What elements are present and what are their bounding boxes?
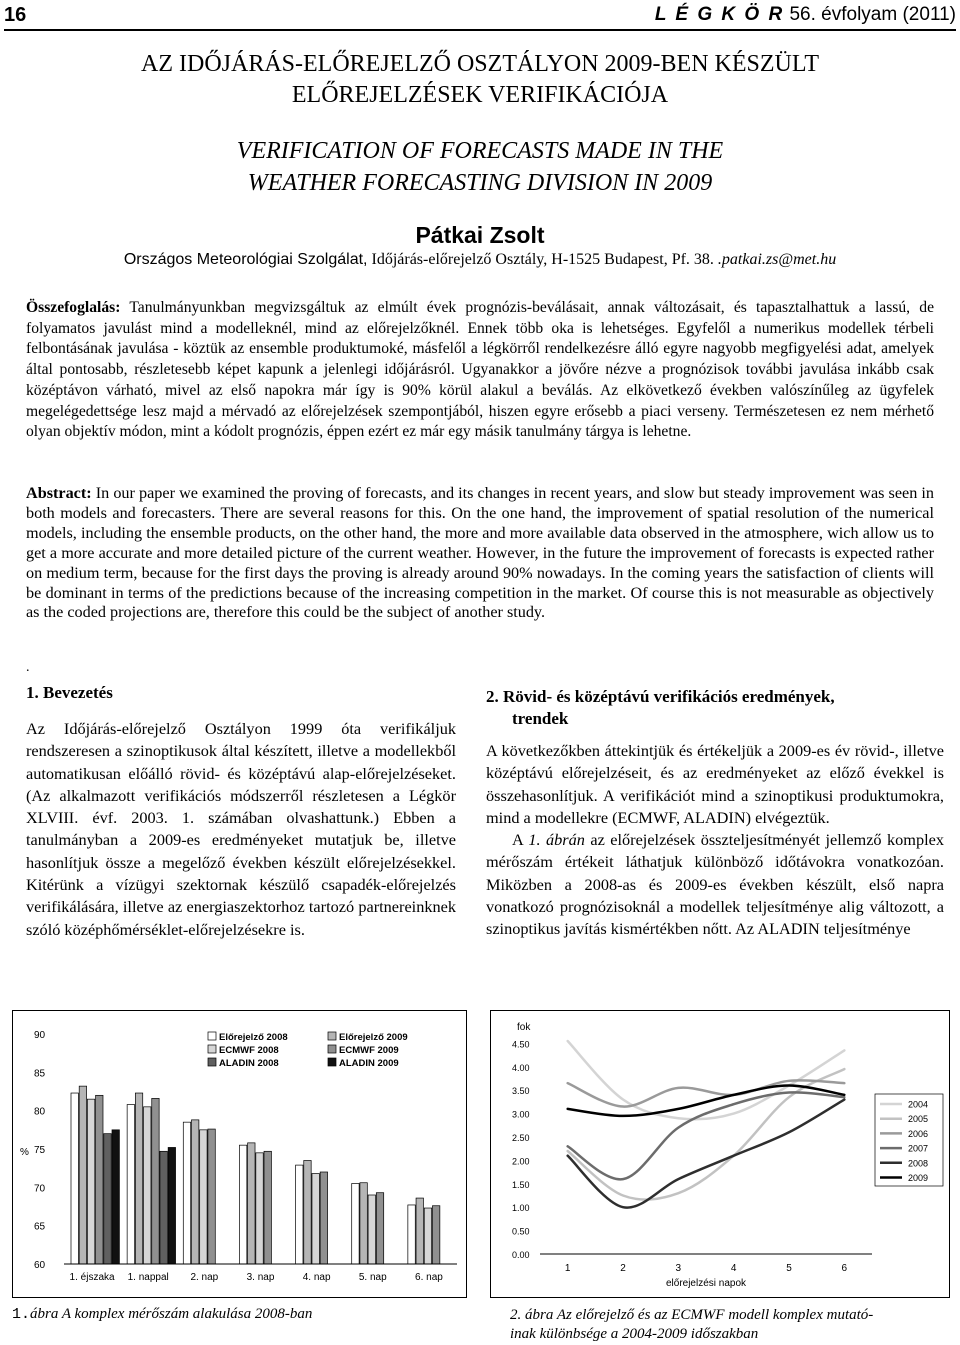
x-tick-label: 1. nappal [127,1272,169,1283]
bar [183,1122,190,1264]
figure-1-bar-chart [12,1010,467,1298]
bar [432,1206,439,1264]
legend-label: 2007 [908,1143,929,1154]
bar [152,1098,159,1264]
bar [296,1165,303,1264]
figure-2-caption-line1: 2. ábra Az előrejelző és az ECMWF modell komplex mutató- [510,1307,874,1323]
x-tick-label: 5. nap [358,1272,387,1283]
abstract-en-label: Abstract: [26,484,92,502]
y-tick-label: 4.50 [512,1039,530,1050]
bar [239,1145,246,1264]
x-tick-label: 1 [564,1263,571,1274]
x-tick-label: 6. nap [415,1272,443,1283]
y-tick-label: 1.50 [512,1179,530,1190]
bar [160,1151,167,1264]
bar [264,1151,271,1264]
bar [127,1105,134,1264]
y-tick-label: 2.00 [512,1156,530,1167]
bar [200,1130,207,1264]
bar [208,1129,215,1264]
author-name: Pátkai Zsolt [415,222,545,248]
y-tick-label: 75 [34,1145,46,1156]
section-2-heading-line1: 2. Rövid- és középtávú verifikációs eredmények, [486,687,835,706]
bar [144,1107,151,1264]
section-2-heading-line2: trendek [512,709,569,728]
title-english [30,135,930,199]
title-hungarian [30,49,930,111]
bar [96,1095,103,1264]
y-tick-label: 60 [34,1260,46,1271]
y-tick-label: 3.50 [512,1086,530,1097]
abstract-hungarian [26,298,934,443]
y-tick-label: 0.50 [512,1226,530,1237]
y-tick-label: 80 [34,1106,46,1118]
title-hu-line2: ELŐREJELZÉSEK VERIFIKÁCIÓJA [291,82,669,108]
affiliation [30,251,930,269]
bar [304,1161,311,1265]
figure-1-caption-text: ábra A komplex mérőszám alakulása 2008-ban [30,1306,313,1322]
bar [368,1195,375,1264]
bar [248,1143,255,1264]
bar [168,1147,175,1264]
y-axis-label: fok [517,1022,531,1033]
affiliation-address: Időjárás-előrejelző Osztály, H-1525 Budapest, Pf. 38. [371,251,714,268]
running-header [4,4,956,30]
abstract-hu-text: Tanulmányunkban megvizsgáltuk az elmúlt évek prognózis-beválásait, annak változásait, és tapasztalhattuk a lassú, de folyamatos javulást mind a modelleknél, mind az előrejelzőknél. Ennek több oka is lehetséges. Egyfelől a numerikus modellek térbeli felbontásának javulása - köztük az ensemble produktumoké, másfelől a légkörről rendelkezésre álló egyre nagyobb megfigyelési adat, amelyek által pontosabb, részletesebb képet kapunk a jelenlegi időjárásról. Ugyanakkor a jövőre nézve a prognózisok további javulása inkább csak középtávon várható, mivel az első napokra már így is 90% körül alakul a beválás. Az elkövetkező években valószínűleg az ügyfelek megelégedettsége lesz majd a mérvadó az előrejelzések szempontjából, hiszen egyre erősebb a piaci verseny. Természetesen ez nem mérhető olyan objektív módon, mint a kódolt prognózis, éppen ezért ez már egy másik tanulmány tárgya is lehetne. [26,299,934,441]
journal-info [655,4,956,26]
y-tick-label: 2.50 [512,1132,530,1143]
y-tick-label: 90 [34,1030,46,1041]
bar [256,1153,263,1264]
x-tick-label: 3 [675,1263,682,1274]
y-tick-label: 1.00 [512,1203,530,1214]
legend-label: 2009 [908,1173,929,1183]
p2-pre: A [512,830,529,850]
legend-swatch [208,1032,216,1040]
page-number: 16 [4,4,27,26]
legend-label: 2008 [908,1158,929,1169]
y-tick-label: 65 [34,1221,46,1233]
bar [71,1093,78,1264]
section-1-text: Az Időjárás-előrejelző Osztályon 1999 óta verifikáljuk rendszeresen a szinoptikusok által készített, illetve a modellekből automatikusan előálló rövid- és középtávú alap-előrejelzéseket. (Az alkalmazott verifikációs módszerről részletesen a Légkör XLVIII. évf. 2003. 1. számában olvashattunk.) Ebben a tanulmányban a 2009-es eredményeket mutatjuk be, illetve hasonlítjuk össze a megelőző években készült előrejelzésekkel. Kitérünk a vízügyi szektornak készülő csapadék-előrejelzés verifikálására, illetve az energiaszektorhoz tartozó partnereinknek szóló középhőmérséklet-előrejelzésekre is. [26,719,456,939]
bar [376,1193,383,1264]
bar [408,1205,415,1264]
abstract-en-text: In our paper we examined the proving of forecasts, and its changes in recent years, and slow but steady improvement was seen in both models and forecasters. There are several reasons for this. On the one hand, the improvement of spatial resolution of the numerical models, including the ensemble products, on the other hand, the more and more available data observed in the atmosphere, wich allow us to get a more accurate and more detailed picture of the current weather. However, in the future the improvement of forecasts is expected rather on medium term, because for the first days the proving is already around 90% nowadays. In the coming years the satisfaction of clients will be dominant in terms of the predictions because of the increasing competition in the market. Of course this is not measurable as objectively as the coded projections are, therefore this could be the subject of another study. [26,484,934,622]
bar [135,1093,142,1264]
bar [424,1208,431,1264]
header-rule [4,29,956,31]
abstract-hu-label: Összefoglalás: [26,299,121,316]
legend-swatch [328,1058,336,1066]
figure-1-caption-num: 1. [12,1306,31,1323]
x-tick-label: 4 [730,1263,737,1274]
figure-2-caption [510,1306,873,1344]
x-tick-label: 4. nap [302,1272,331,1283]
section-2-text [486,740,944,941]
x-tick-label: 2. nap [190,1272,219,1283]
section-1-heading: 1. Bevezetés [26,683,113,702]
legend-swatch [208,1045,216,1053]
x-axis-label: előrejelzési napok [665,1278,747,1289]
figure-reference: 1. ábrán [528,830,585,850]
figure-2-caption-line2: inak különbsége a 2004-2009 időszakban [510,1326,759,1342]
section-2-paragraph-1: A következőkben áttekintjük és értékeljük a 2009-es év rövid-, illetve középtávú előrejelzéseit, és az eredményeket az előző évekkel is összehasonlítjuk. A verifikációt mind a szinoptikusi produktumokra, mind a modellekre (ECMWF, ALADIN) elvégeztük. [486,741,944,827]
section-2-paragraph-2 [486,829,944,940]
title-hu-line1: AZ IDŐJÁRÁS-ELŐREJELZŐ OSZTÁLYON 2009-BEN KÉSZÜLT [141,51,819,77]
bar [320,1172,327,1264]
y-tick-label: 70 [34,1183,46,1195]
legend-swatch [208,1058,216,1066]
journal-volume: 56. évfolyam (2011) [789,4,956,25]
x-tick-label: 3. nap [246,1272,275,1283]
p2-post: az előrejelzések összteljesítményét jellemző komplex mérőszám értékeit láthatjuk különböző időtávokra vonatkozóan. Miközben a 2008-as és 2009-es években készült, első napra vonatkozó prognózisoknál a modellek teljesítménye alig változott, a szinoptikus javítás kismértékben nőtt. Az ALADIN teljesítménye [486,830,945,939]
legend-swatch [328,1045,336,1053]
abstract-english [26,484,934,623]
y-tick-label: 85 [34,1068,46,1080]
title-en-line1: VERIFICATION OF FORECASTS MADE IN THE [236,138,724,164]
x-tick-label: 1. éjszaka [69,1272,115,1283]
legend-label: Előrejelző 2008 [219,1032,288,1043]
legend-label: Előrejelző 2009 [339,1032,408,1043]
bar [191,1120,198,1264]
y-tick-label: 0.00 [512,1250,530,1260]
bar [104,1134,111,1264]
y-axis-label: % [20,1147,29,1159]
section-2-heading [486,686,946,730]
legend-label: 2006 [908,1128,929,1139]
legend-label: ALADIN 2008 [219,1058,279,1069]
bar [360,1183,367,1264]
legend-label: ECMWF 2009 [339,1045,399,1056]
title-en-line2: WEATHER FORECASTING DIVISION IN 2009 [247,170,713,196]
y-tick-label: 3.00 [512,1109,530,1120]
legend-label: ECMWF 2008 [219,1045,279,1056]
y-tick-label: 4.00 [512,1062,530,1073]
affiliation-org: Országos Meteorológiai Szolgálat, [123,251,368,268]
x-tick-label: 6 [841,1263,848,1274]
bar [87,1099,94,1264]
legend-label: 2005 [908,1114,929,1125]
figure-2-line-chart [490,1010,950,1298]
legend-label: ALADIN 2009 [339,1058,399,1069]
bar [416,1198,423,1264]
x-tick-label: 2 [620,1263,626,1274]
journal-name: L É G K Ö R [654,4,785,25]
bar [112,1130,119,1264]
author-email: .patkai.zs@met.hu [717,251,837,268]
legend-swatch [328,1032,336,1040]
bar [352,1184,359,1265]
x-tick-label: 5 [786,1263,792,1274]
legend-label: 2004 [908,1099,929,1110]
bar [79,1086,86,1264]
stray-dot: . [26,660,30,675]
figure-1-caption [12,1306,312,1323]
bar [312,1174,319,1264]
